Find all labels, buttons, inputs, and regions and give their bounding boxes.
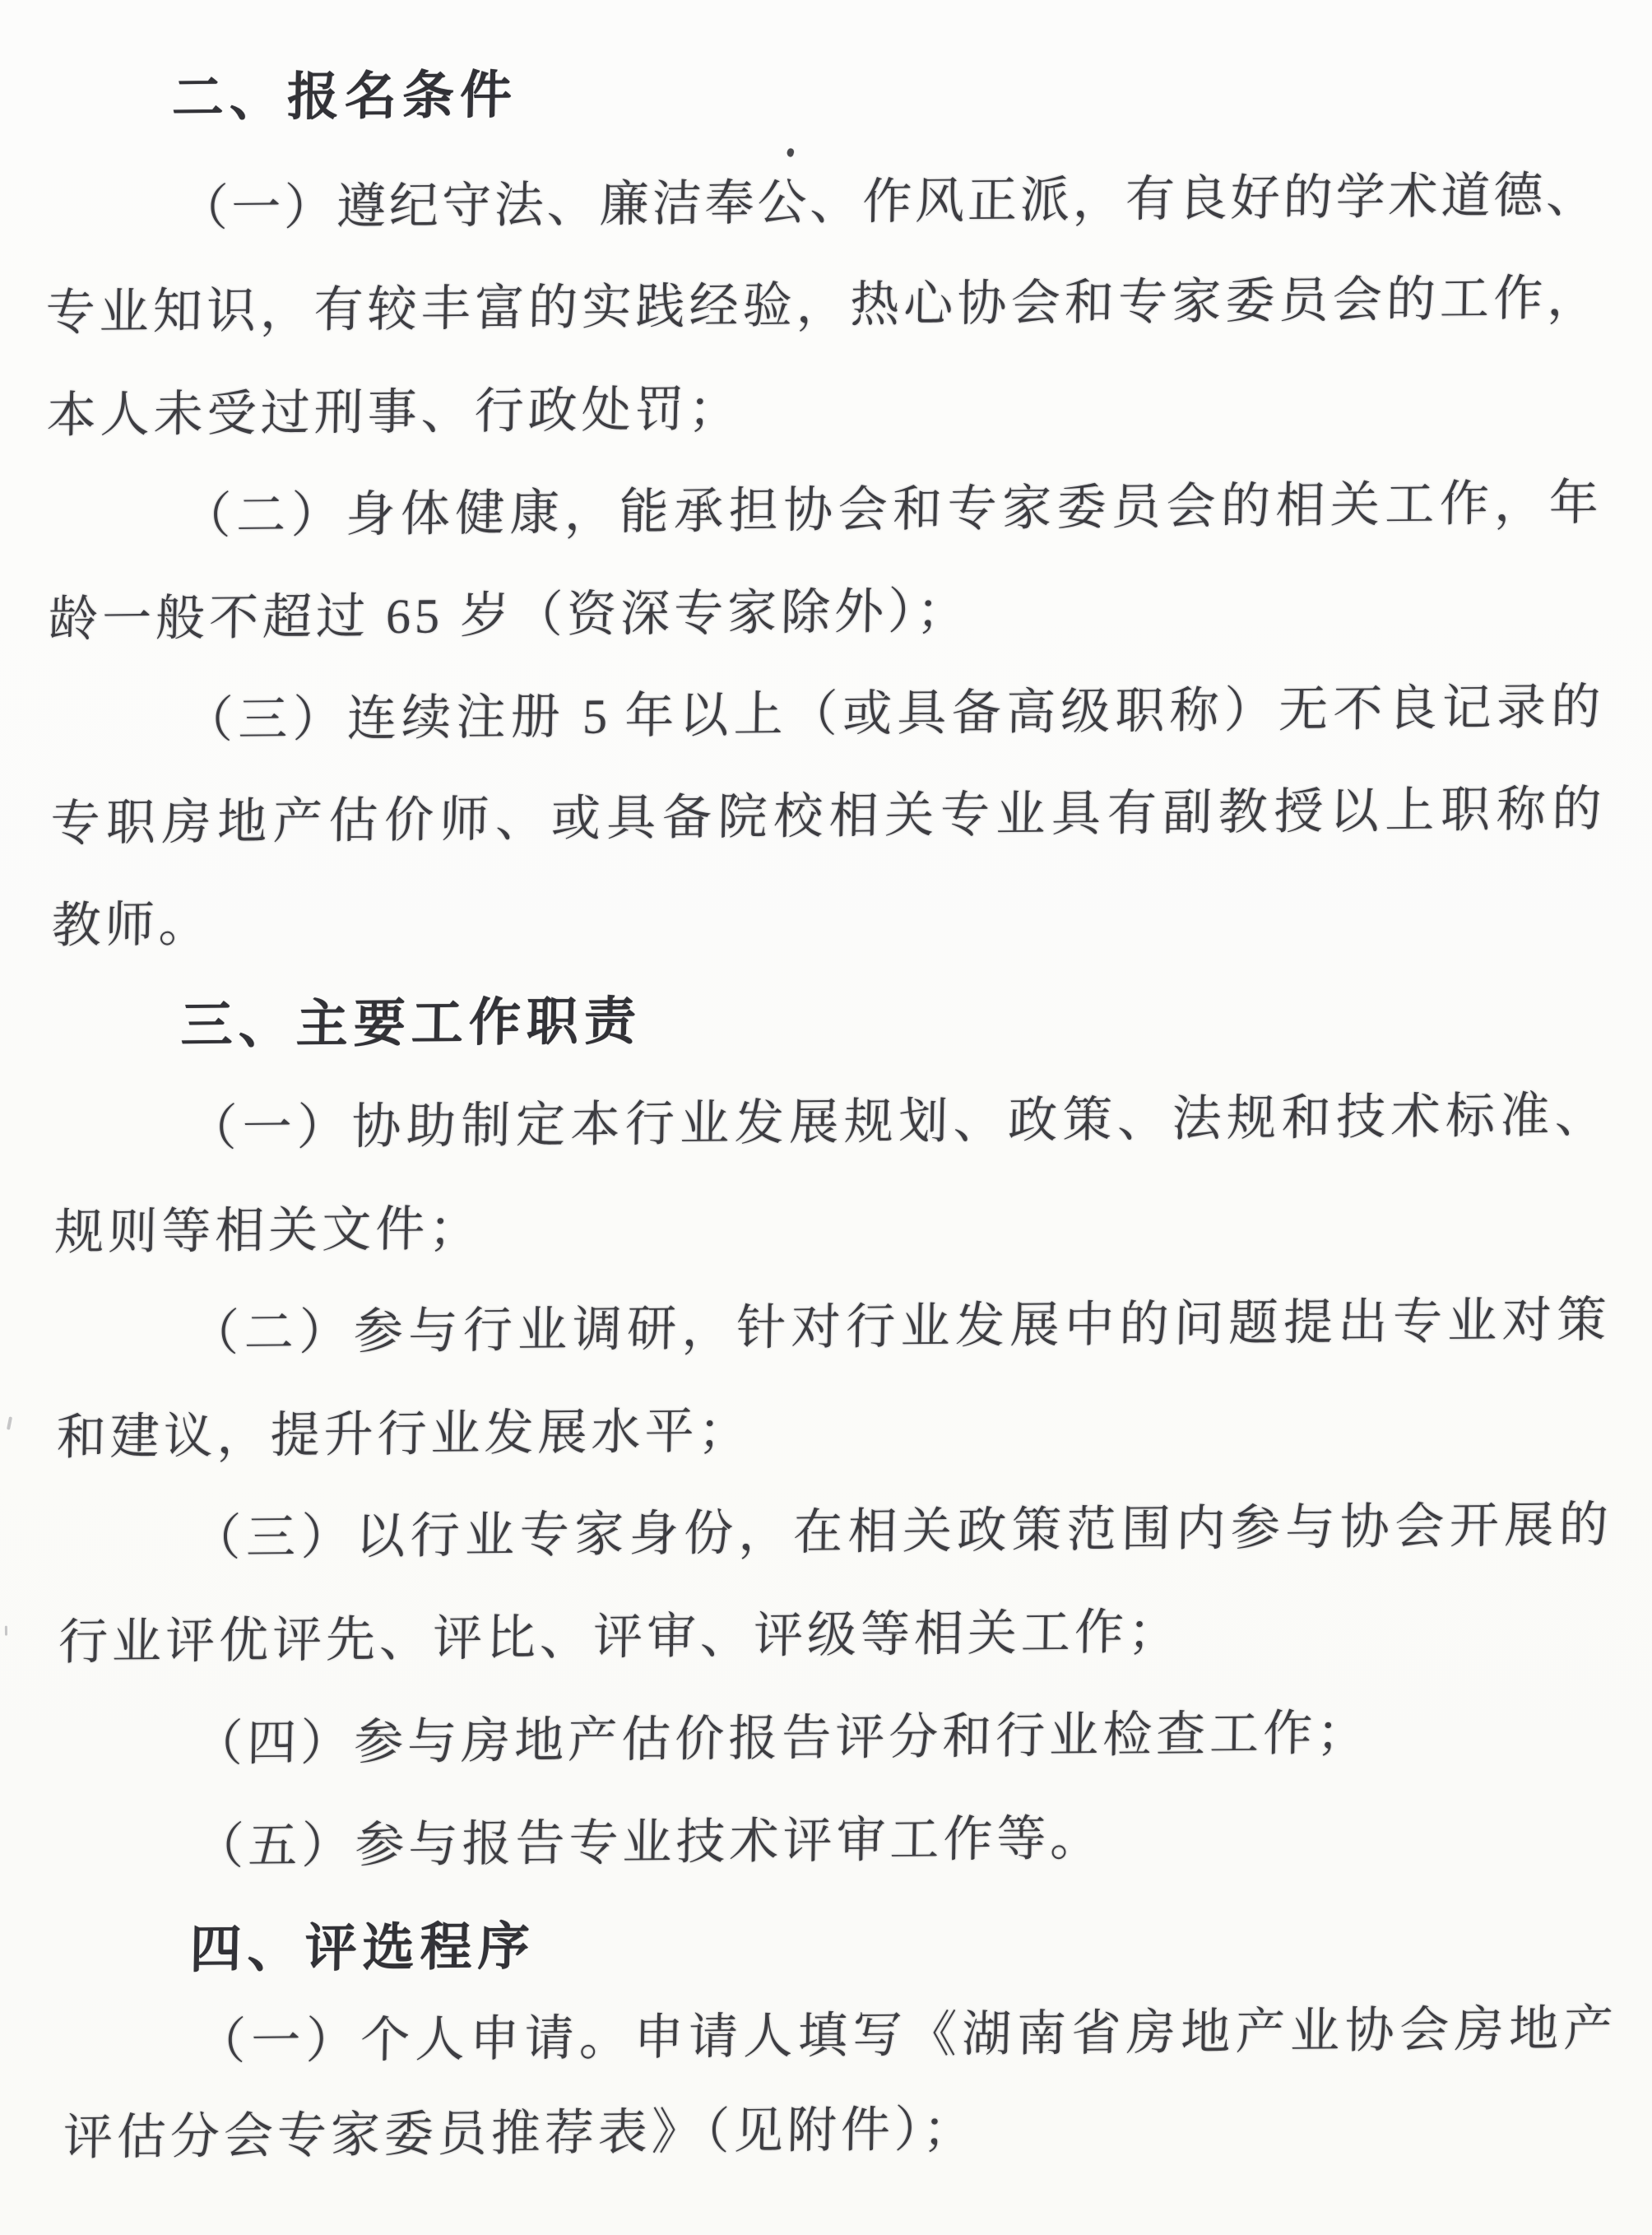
s2-p2-line1: （二）身体健康，能承担协会和专家委员会的相关工作，年 bbox=[181, 475, 1599, 544]
s2-p3-line3: 教师。 bbox=[51, 897, 213, 954]
section-2-heading: 二、报名条件 bbox=[171, 64, 518, 128]
s4-p1-line1: （一）个人申请。申请人填写《湖南省房地产业协会房地产 bbox=[196, 2000, 1614, 2070]
section-4-heading: 四、评选程序 bbox=[189, 1916, 536, 1980]
s2-p1-line2: 专业知识，有较丰富的实践经验，热心协会和专家委员会的工作， bbox=[44, 270, 1598, 341]
section-3-heading: 三、主要工作职责 bbox=[180, 991, 643, 1056]
scan-edge-mark bbox=[7, 1416, 12, 1429]
scan-dot-artifact bbox=[786, 147, 795, 157]
s2-p1-line1: （一）遵纪守法、廉洁奉公、作风正派，有良好的学术道德、 bbox=[178, 167, 1596, 236]
s3-p2-line1: （二）参与行业调研，针对行业发展中的问题提出专业对策 bbox=[188, 1292, 1608, 1361]
s2-p2-line2: 龄一般不超过 65 岁（资深专家除外）； bbox=[48, 583, 971, 648]
s3-p2-line2: 和建议，提升行业发展水平； bbox=[56, 1403, 753, 1466]
s3-p3-line1: （三）以行业专家身份，在相关政策范围内参与协会开展的 bbox=[191, 1497, 1609, 1566]
s2-p3-line1: （三）连续注册 5 年以上（或具备高级职称）无不良记录的 bbox=[183, 679, 1601, 748]
s3-p5-line1: （五）参与报告专业技术评审工作等。 bbox=[193, 1810, 1105, 1875]
s3-p1-line1: （一）协助制定本行业发展规划、政策、法规和技术标准、 bbox=[187, 1087, 1605, 1156]
s2-p3-line2: 专职房地产估价师、或具备院校相关专业具有副教授以上职称的 bbox=[49, 781, 1603, 852]
s4-p1-line2: 评估分会专家委员推荐表》（见附件）； bbox=[63, 2102, 977, 2165]
s3-p3-line2: 行业评优评先、评比、评审、评级等相关工作； bbox=[58, 1604, 1182, 1670]
scan-edge-mark bbox=[5, 1626, 7, 1636]
s2-p1-line3: 本人未受过刑事、行政处罚； bbox=[46, 381, 743, 444]
s3-p4-line1: （四）参与房地产估价报告评分和行业检查工作； bbox=[193, 1705, 1371, 1772]
s3-p1-line2: 规则等相关文件； bbox=[53, 1201, 483, 1261]
